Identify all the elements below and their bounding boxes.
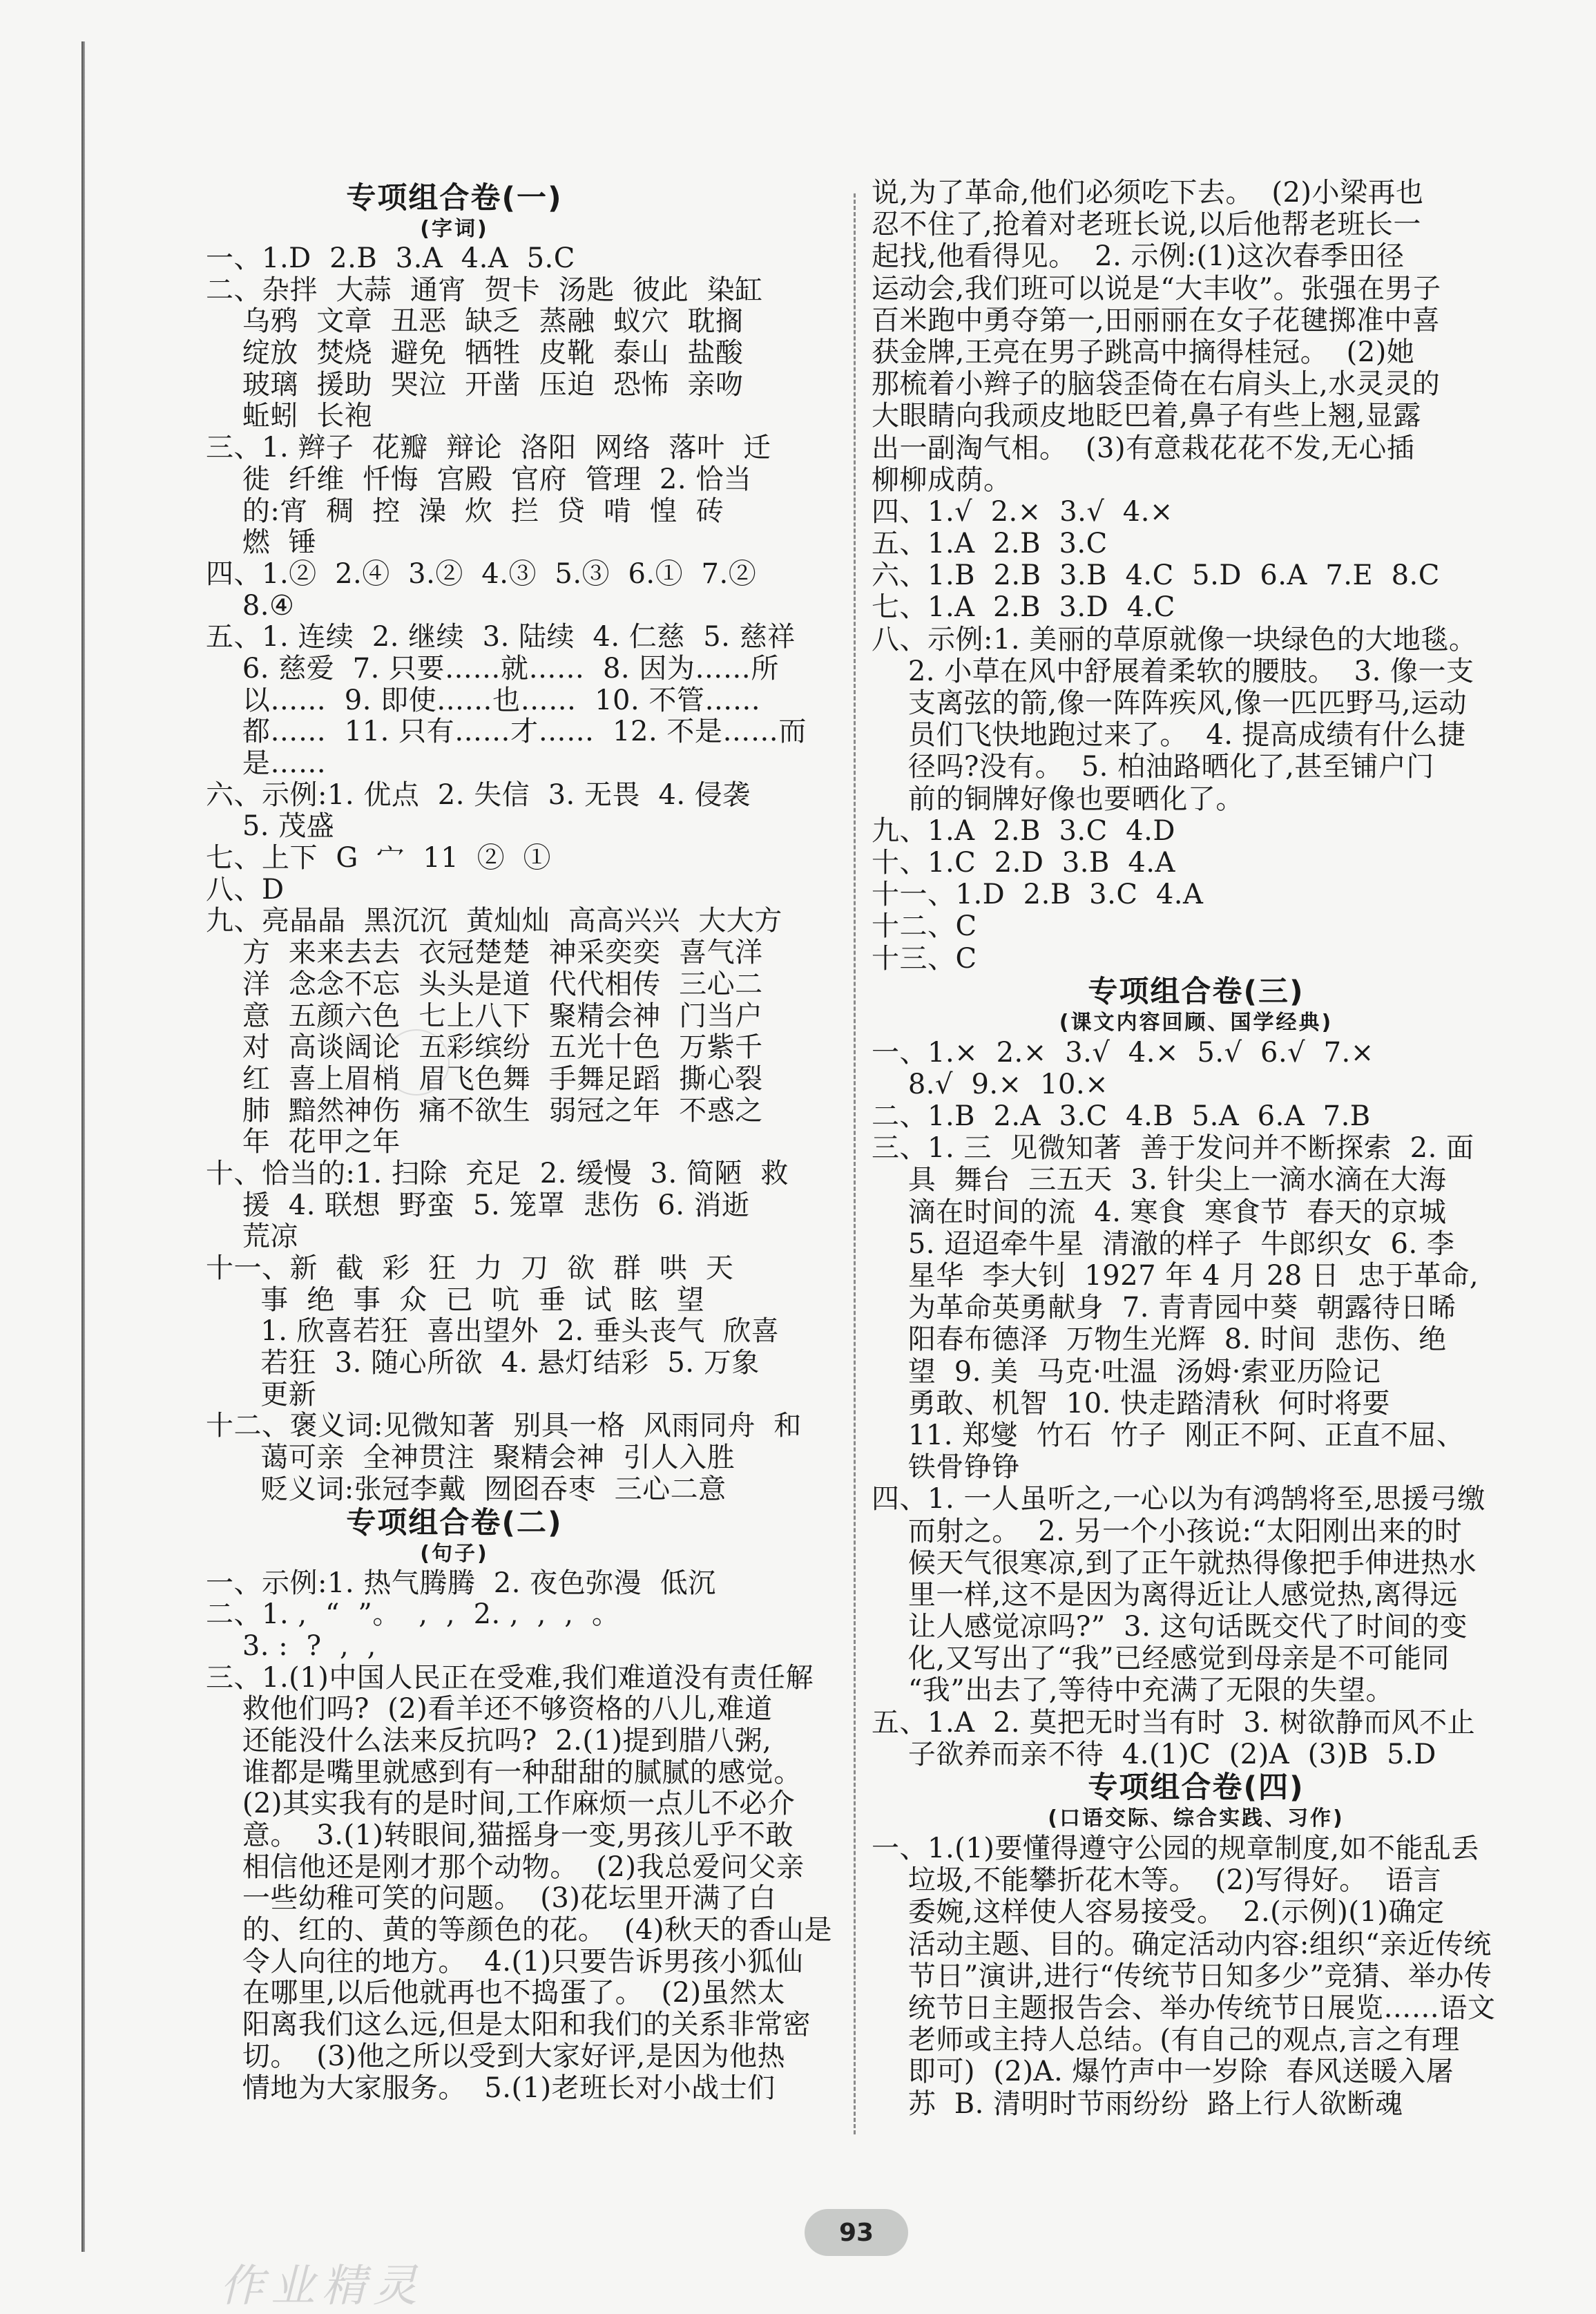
answer-line: 柳柳成荫。 <box>872 463 1012 496</box>
answer-line: 谁都是嘴里就感到有一种甜甜的腻腻的感觉。 <box>206 1756 802 1788</box>
answer-line: 援 4. 联想 野蛮 5. 笼罩 悲伤 6. 消逝 <box>206 1189 750 1221</box>
answer-line: 情地为大家服务。 5.(1)老班长对小战士们 <box>206 2072 776 2104</box>
answer-line: 滴在时间的流 4. 寒食 寒食节 春天的京城 <box>872 1196 1447 1228</box>
page-number: 93 <box>805 2209 908 2256</box>
answer-line: 十、恰当的:1. 扫除 充足 2. 缓慢 3. 简陋 救 <box>206 1157 789 1189</box>
answer-line: 那梳着小辫子的脑袋歪倚在右肩头上,水灵灵的 <box>872 368 1441 401</box>
answer-line: (2)其实我有的是时间,工作麻烦一点儿不必介 <box>206 1788 796 1820</box>
answer-line: 星华 李大钊 1927 年 4 月 28 日 忠于革命, <box>872 1260 1479 1292</box>
answer-line: 6. 慈爱 7. 只要……就…… 8. 因为……所 <box>206 652 779 685</box>
answer-line: 员们飞快地跑过来了。 4. 提高成绩有什么捷 <box>872 719 1466 752</box>
answer-line: 都…… 11. 只有……才…… 12. 不是……而 <box>206 716 807 748</box>
answer-line: 五、1. 连续 2. 继续 3. 陆续 4. 仁慈 5. 慈祥 <box>206 621 796 653</box>
answer-line: 切。 (3)他之所以受到大家好评,是因为他热 <box>206 2040 786 2072</box>
answer-line: 百米跑中勇夺第一,田丽丽在女子花毽掷准中喜 <box>872 304 1441 336</box>
answer-line: 还能没什么法来反抗吗? 2.(1)提到腊八粥, <box>206 1724 772 1757</box>
answer-line: 5. 茂盛 <box>206 810 335 843</box>
answer-line: 六、1.B 2.B 3.B 4.C 5.D 6.A 7.E 8.C <box>872 560 1440 592</box>
answer-line: 一、1.(1)要懂得遵守公园的规章制度,如不能乱丢 <box>872 1833 1480 1864</box>
answer-line: 十、1.C 2.D 3.B 4.A <box>872 846 1175 879</box>
answer-line: 运动会,我们班可以说是“大丰收”。张强在男子 <box>872 272 1441 305</box>
answer-line: 5. 迢迢牵牛星 清澈的样子 牛郎织女 6. 李 <box>872 1227 1455 1260</box>
answer-line: 一些幼稚可笑的问题。 (3)花坛里开满了白 <box>206 1882 776 1915</box>
answer-line: 阳离我们这么远,但是太阳和我们的关系非常密 <box>206 2009 811 2041</box>
answer-line: 乌鸦 文章 丑恶 缺乏 蒸融 蚁穴 耽搁 <box>206 305 744 338</box>
answer-line: 获金牌,王亮在男子跳高中摘得桂冠。 (2)她 <box>872 336 1415 368</box>
answer-line: 十三、C <box>872 942 977 975</box>
answer-line: 七、上下 G 宀 11 ② ① <box>206 842 551 874</box>
answer-line: 徙 纤维 忏悔 宫殿 官府 管理 2. 恰当 <box>206 463 752 495</box>
answer-line: 一、1.D 2.B 3.A 4.A 5.C <box>206 242 575 274</box>
answer-line: 勇敢、机智 10. 快走踏清秋 何时将要 <box>872 1387 1391 1419</box>
answer-line: 蚯蚓 长袍 <box>206 400 373 432</box>
answer-line: 八、示例:1. 美丽的草原就像一块绿色的大地毯。 <box>872 623 1477 656</box>
answer-line: 里一样,这不是因为离得近让人感觉热,离得远 <box>872 1578 1458 1611</box>
answer-line: 八、D <box>206 873 285 906</box>
answer-line: “我”出去了,等待中充满了无限的失望。 <box>872 1674 1394 1707</box>
right-column <box>872 177 1521 2120</box>
answer-line: 五、1.A 2.B 3.C <box>872 528 1108 560</box>
answer-line: 垃圾,不能攀折花木等。 (2)写得好。 语言 <box>872 1864 1442 1897</box>
answer-line: 候天气很寒凉,到了正午就热得像把手伸进热水 <box>872 1547 1477 1579</box>
answer-line: 是…… <box>206 747 327 779</box>
answer-line: 二、杂拌 大蒜 通宵 贺卡 汤匙 彼此 染缸 <box>206 274 763 306</box>
answer-line: 令人向往的地方。 4.(1)只要告诉男孩小狐仙 <box>206 1945 804 1978</box>
answer-line: 玻璃 援助 哭泣 开凿 压迫 恐怖 亲吻 <box>206 368 744 401</box>
answer-line: 相信他还是刚才那个动物。 (2)我总爱问父亲 <box>206 1851 805 1883</box>
answer-line: 铁骨铮铮 <box>872 1451 1020 1484</box>
answer-line: 燃 锤 <box>206 526 317 559</box>
answer-line: 统节日主题报告会、举办传统节日展览……语文 <box>872 1991 1496 2024</box>
answer-line: 径吗?没有。 5. 柏油路晒化了,甚至铺户门 <box>872 751 1434 783</box>
section-title: 专项组合卷(四) <box>1088 1770 1305 1805</box>
answer-line: 意 五颜六色 七上八下 聚精会神 门当户 <box>206 1000 763 1032</box>
answer-line: 活动主题、目的。确定活动内容:组织“亲近传统 <box>872 1928 1492 1960</box>
answer-line: 为革命英勇献身 7. 青青园中葵 朝露待日晞 <box>872 1292 1456 1324</box>
answer-line: 8.√ 9.× 10.× <box>872 1068 1109 1100</box>
answer-line: 11. 郑燮 竹石 竹子 刚正不阿、正直不屈、 <box>872 1419 1465 1451</box>
answer-line: 四、1.② 2.④ 3.② 4.③ 5.③ 6.① 7.② <box>206 557 757 590</box>
answer-line: 四、1. 一人虽听之,一心以为有鸿鹄将至,思援弓缴 <box>872 1483 1486 1515</box>
answer-line: 望 9. 美 马克·吐温 汤姆·索亚历险记 <box>872 1355 1381 1388</box>
answer-line: 三、1. 三 见微知著 善于发问并不断探索 2. 面 <box>872 1132 1474 1165</box>
answer-line: 委婉,这样使人容易接受。 2.(示例)(1)确定 <box>872 1896 1445 1929</box>
answer-line: 红 喜上眉梢 眉飞色舞 手舞足蹈 撕心裂 <box>206 1062 763 1095</box>
answer-line: 十一、新 截 彩 狂 力 刀 欲 群 哄 天 <box>206 1252 734 1284</box>
answer-line: 即可) (2)A. 爆竹声中一岁除 春风送暖入屠 <box>872 2056 1454 2088</box>
answer-line: 的:宵 稠 控 澡 炊 拦 贷 啃 惶 砖 <box>206 495 724 527</box>
left-column <box>206 181 841 2104</box>
section-subtitle: (字词) <box>420 217 489 241</box>
binding-edge <box>81 41 85 2252</box>
answer-line: 8.④ <box>206 589 295 622</box>
answer-line: 子欲养而亲不待 4.(1)C (2)A (3)B 5.D <box>872 1738 1436 1770</box>
answer-line: 七、1.A 2.B 3.D 4.C <box>872 591 1175 624</box>
section-title: 专项组合卷(一) <box>346 181 563 216</box>
answer-line: 出一副淘气相。 (3)有意栽花花不发,无心插 <box>872 432 1415 464</box>
answer-line: 三、1.(1)中国人民正在受难,我们难道没有责任解 <box>206 1661 814 1694</box>
answer-line: 老师或主持人总结。(有自己的观点,言之有理 <box>872 2024 1460 2056</box>
answer-line: 前的铜牌好像也要晒化了。 <box>872 783 1244 815</box>
section-title: 专项组合卷(二) <box>346 1505 563 1540</box>
answer-line: 大眼睛向我顽皮地眨巴着,鼻子有些上翘,显露 <box>872 400 1421 432</box>
answer-line: 以…… 9. 即使……也…… 10. 不管…… <box>206 684 761 716</box>
answer-line: 事 绝 事 众 已 吭 垂 试 眩 望 <box>206 1283 705 1316</box>
answer-line: 苏 B. 清明时节雨纷纷 路上行人欲断魂 <box>872 2087 1403 2120</box>
section-subtitle: (句子) <box>420 1541 489 1566</box>
answer-line: 说,为了革命,他们必须吃下去。 (2)小梁再也 <box>872 177 1424 209</box>
answer-line: 更新 <box>206 1378 317 1411</box>
answer-line: 的、红的、黄的等颜色的花。 (4)秋天的香山是 <box>206 1914 832 1947</box>
answer-line: 若狂 3. 随心所欲 4. 悬灯结彩 5. 万象 <box>206 1347 760 1379</box>
section-title: 专项组合卷(三) <box>1088 974 1305 1009</box>
answer-line: 一、1.× 2.× 3.√ 4.× 5.√ 6.√ 7.× <box>872 1036 1374 1069</box>
answer-line: 支离弦的箭,像一阵阵疾风,像一匹匹野马,运动 <box>872 687 1468 719</box>
answer-line: 肺 黯然神伤 痛不欲生 弱冠之年 不惑之 <box>206 1094 763 1127</box>
answer-line: 蔼可亲 全神贯注 聚精会神 引人入胜 <box>206 1442 735 1474</box>
answer-line: 化,又写出了“我”已经感觉到母亲是不可能同 <box>872 1643 1450 1675</box>
answer-line: 意。 3.(1)转眼间,猫摇身一变,男孩儿乎不敢 <box>206 1819 794 1851</box>
section-subtitle: (课文内容回顾、国学经典) <box>1059 1010 1334 1035</box>
answer-line: 对 高谈阔论 五彩缤纷 五光十色 万紫千 <box>206 1031 763 1064</box>
answer-line: 忍不住了,抢着对老班长说,以后他帮老班长一 <box>872 209 1421 241</box>
answer-line: 十二、C <box>872 910 977 943</box>
answer-line: 具 舞台 三五天 3. 针尖上一滴水滴在大海 <box>872 1164 1447 1196</box>
answer-line: 三、1. 辫子 花瓣 辩论 洛阳 网络 落叶 迁 <box>206 432 771 464</box>
answer-line: 让人感觉凉吗?” 3. 这句话既交代了时间的变 <box>872 1611 1468 1643</box>
answer-line: 一、示例:1. 热气腾腾 2. 夜色弥漫 低沉 <box>206 1567 716 1599</box>
answer-line: 五、1.A 2. 莫把无时当有时 3. 树欲静而风不止 <box>872 1706 1476 1739</box>
answer-line: 2. 小草在风中舒展着柔软的腰肢。 3. 像一支 <box>872 655 1474 687</box>
answer-line: 绽放 焚烧 避免 牺牲 皮靴 泰山 盐酸 <box>206 337 744 370</box>
answer-line: 十一、1.D 2.B 3.C 4.A <box>872 879 1204 911</box>
answer-line: 在哪里,以后他就再也不捣蛋了。 (2)虽然太 <box>206 1977 786 2009</box>
answer-line: 节日”演讲,进行“传统节日知多少”竞猜、举办传 <box>872 1960 1492 1992</box>
answer-line: 救他们吗? (2)看羊还不够资格的八儿,难道 <box>206 1693 773 1725</box>
answer-line: 而射之。 2. 另一个小孩说:“太阳刚出来的时 <box>872 1515 1463 1547</box>
answer-line: 方 来来去去 衣冠楚楚 神采奕奕 喜气洋 <box>206 937 763 969</box>
answer-line: 荒凉 <box>206 1221 298 1253</box>
answer-line: 二、1. , “ ”。 , , 2. , , , 。 <box>206 1598 620 1631</box>
answer-line: 起找,他看得见。 2. 示例:(1)这次春季田径 <box>872 240 1405 273</box>
answer-line: 洋 念念不忘 头头是道 代代相传 三心二 <box>206 968 763 1000</box>
section-subtitle: (口语交际、综合实践、习作) <box>1048 1806 1345 1830</box>
answer-line: 六、示例:1. 优点 2. 失信 3. 无畏 4. 侵袭 <box>206 778 751 811</box>
watermark-logo: 作业精灵 <box>220 2261 424 2312</box>
answer-line: 九、1.A 2.B 3.C 4.D <box>872 814 1175 847</box>
answer-line: 贬义词:张冠李戴 囫囵吞枣 三心二意 <box>206 1473 727 1505</box>
answer-line: 二、1.B 2.A 3.C 4.B 5.A 6.A 7.B <box>872 1100 1371 1133</box>
answer-line: 九、亮晶晶 黑沉沉 黄灿灿 高高兴兴 大大方 <box>206 905 782 937</box>
column-divider <box>854 193 856 2134</box>
answer-line: 阳春布德泽 万物生光辉 8. 时间 悲伤、绝 <box>872 1323 1447 1356</box>
answer-line: 1. 欣喜若狂 喜出望外 2. 垂头丧气 欣喜 <box>206 1315 780 1348</box>
answer-line: 年 花甲之年 <box>206 1126 401 1158</box>
answer-line: 3. : ? , , <box>206 1629 376 1662</box>
answer-line: 十二、褒义词:见微知著 别具一格 风雨同舟 和 <box>206 1410 802 1442</box>
answer-line: 四、1.√ 2.× 3.√ 4.× <box>872 495 1173 528</box>
